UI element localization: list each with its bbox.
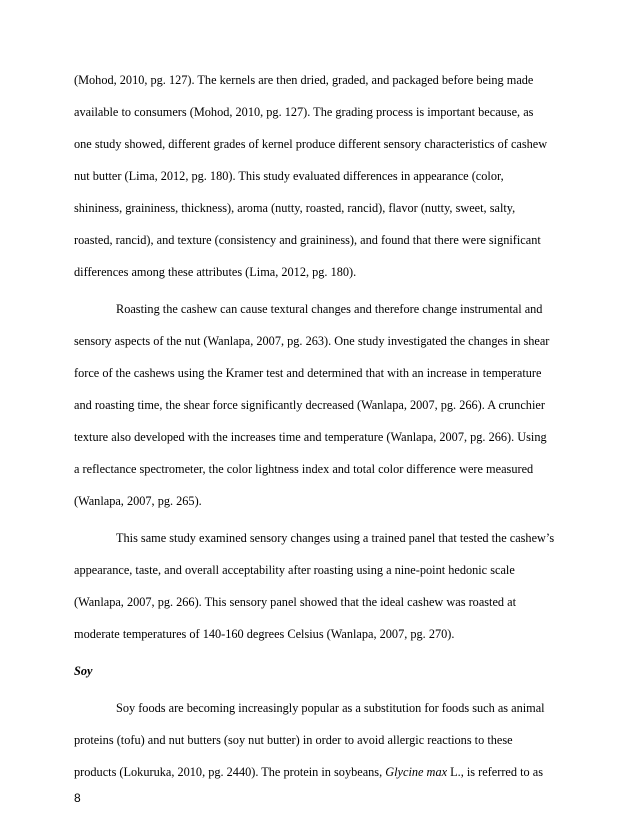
paragraph-3-line-1: This same study examined sensory changes using a trained panel that tested the cashew’s: [116, 531, 555, 545]
paragraph-4-line-1: Soy foods are becoming increasingly popular as a substitution for foods such as animal: [116, 701, 545, 715]
paragraph-1-line-5: shininess, graininess, thickness), aroma (nutty, roasted, rancid), flavor (nutty, sweet, salty,: [74, 201, 516, 215]
paragraph-3-line-3: (Wanlapa, 2007, pg. 266). This sensory panel showed that the ideal cashew was roasted at: [74, 595, 517, 609]
paragraph-1-line-7: differences among these attributes (Lima, 2012, pg. 180).: [74, 265, 357, 279]
paragraph-2-line-6: a reflectance spectrometer, the color lightness index and total color difference were measured: [74, 462, 534, 476]
paragraph-2-line-3: force of the cashews using the Kramer test and determined that with an increase in temperature: [74, 366, 542, 380]
paragraph-1-line-2: available to consumers (Mohod, 2010, pg. 127). The grading process is important because, as: [74, 105, 534, 119]
paragraph-1-line-3: one study showed, different grades of kernel produce different sensory characteristics of cashew: [74, 137, 548, 151]
paragraph-4-line-3-before: products (Lokuruka, 2010, pg. 2440). The protein in soybeans,: [74, 765, 386, 779]
paragraph-3-line-2: appearance, taste, and overall acceptability after roasting using a nine-point hedonic scale: [74, 563, 515, 577]
paragraph-2-line-1: Roasting the cashew can cause textural changes and therefore change instrumental and: [116, 302, 543, 316]
paragraph-4-line-2: proteins (tofu) and nut butters (soy nut butter) in order to avoid allergic reactions to these: [74, 733, 513, 747]
paragraph-1-line-1: (Mohod, 2010, pg. 127). The kernels are then dried, graded, and packaged before being made: [74, 73, 534, 87]
paragraph-1-line-4: nut butter (Lima, 2012, pg. 180). This study evaluated differences in appearance (color,: [74, 169, 504, 183]
paragraph-4-line-3: [74, 764, 574, 780]
paragraph-4-line-3-after: L., is referred to as: [447, 765, 543, 779]
paragraph-2-line-4: and roasting time, the shear force significantly decreased (Wanlapa, 2007, pg. 266). A crunchier: [74, 398, 545, 412]
species-name-italic: Glycine max: [385, 765, 448, 779]
paragraph-2-line-7: (Wanlapa, 2007, pg. 265).: [74, 494, 202, 508]
paragraph-1-line-6: roasted, rancid), and texture (consistency and graininess), and found that there were significant: [74, 233, 541, 247]
paragraph-2-line-2: sensory aspects of the nut (Wanlapa, 2007, pg. 263). One study investigated the changes in shear: [74, 334, 550, 348]
paragraph-2-line-5: texture also developed with the increases time and temperature (Wanlapa, 2007, pg. 266). Using: [74, 430, 547, 444]
section-heading-soy: Soy: [74, 664, 93, 678]
page-number: 8: [74, 791, 81, 805]
paragraph-3-line-4: moderate temperatures of 140-160 degrees Celsius (Wanlapa, 2007, pg. 270).: [74, 627, 455, 641]
